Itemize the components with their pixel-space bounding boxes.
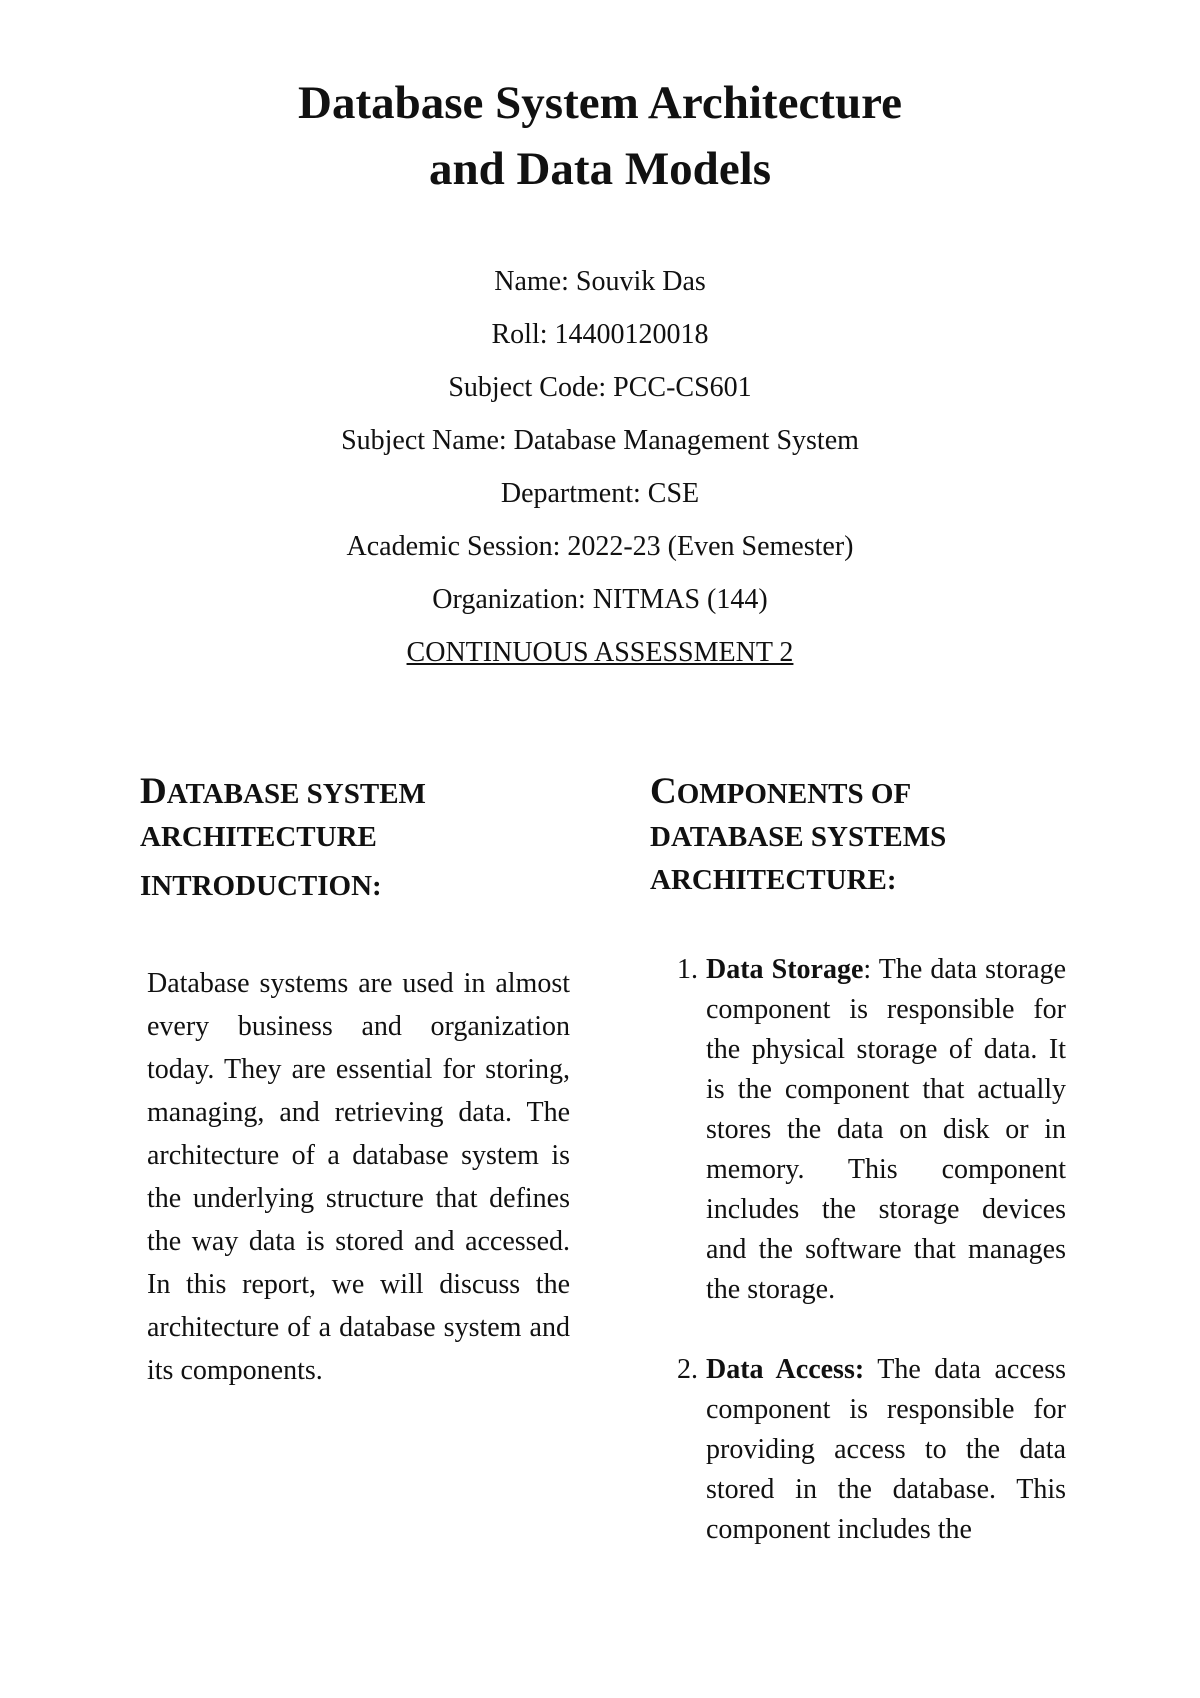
title-line-1: Database System Architecture bbox=[298, 77, 902, 129]
heading-initial: C bbox=[650, 771, 677, 812]
assessment-label bbox=[0, 633, 1200, 686]
list-item-text: The data storage component is responsible for the physical storage of data. It is the component that actually stores the data on disk or in memory. This component includes the storage devices and the software that manages the storage. bbox=[706, 954, 1067, 1305]
list-item-number: 1. bbox=[677, 954, 698, 985]
author-name: Name: Souvik Das bbox=[494, 266, 706, 297]
list-item-separator: : bbox=[863, 954, 872, 985]
heading-line-3: INTRODUCTION: bbox=[140, 870, 382, 902]
list-item-term: Data Access: bbox=[706, 1354, 865, 1385]
list-item bbox=[650, 950, 1070, 1310]
section-heading-introduction bbox=[140, 770, 570, 908]
heading-initial: D bbox=[140, 771, 167, 812]
department: Department: CSE bbox=[500, 478, 700, 509]
author-info-block bbox=[0, 262, 1200, 686]
list-item-body bbox=[706, 1350, 1066, 1550]
academic-session: Academic Session: 2022-23 (Even Semester) bbox=[346, 531, 854, 562]
title-line-2: and Data Models bbox=[428, 143, 772, 195]
right-column bbox=[650, 770, 1070, 1590]
heading-line-2: ARCHITECTURE bbox=[140, 821, 377, 853]
list-item-term: Data Storage bbox=[706, 954, 864, 985]
left-column bbox=[140, 770, 570, 1392]
introduction-paragraph: Database systems are used in almost every business and organization today. They are essential for storing, managing, and retrieving data. The architecture of a database system is the underlying structure that defines the way data is stored and accessed. In this report, we will discuss the architecture of a database system and its components. bbox=[147, 968, 570, 1386]
heading-line-2: DATABASE SYSTEMS bbox=[650, 821, 947, 853]
list-item bbox=[650, 1350, 1070, 1550]
list-item-number: 2. bbox=[677, 1354, 698, 1385]
heading-line-1-rest: OMPONENTS OF bbox=[676, 778, 912, 810]
subject-name: Subject Name: Database Management System bbox=[341, 425, 859, 456]
organization: Organization: NITMAS (144) bbox=[432, 584, 768, 615]
assessment-text: CONTINUOUS ASSESSMENT 2 bbox=[406, 637, 794, 668]
section-heading-components bbox=[650, 770, 1070, 902]
heading-line-1-rest: ATABASE SYSTEM bbox=[166, 778, 426, 810]
components-list bbox=[650, 950, 1070, 1550]
document-title bbox=[0, 70, 1200, 202]
list-item-body bbox=[706, 950, 1066, 1310]
list-item-text: The data access component is responsible for providing access to the data stored in the database. This component includes the bbox=[706, 1354, 1066, 1545]
heading-line-3: ARCHITECTURE: bbox=[650, 864, 897, 896]
roll-number: Roll: 14400120018 bbox=[491, 319, 709, 350]
subject-code: Subject Code: PCC-CS601 bbox=[448, 372, 752, 403]
